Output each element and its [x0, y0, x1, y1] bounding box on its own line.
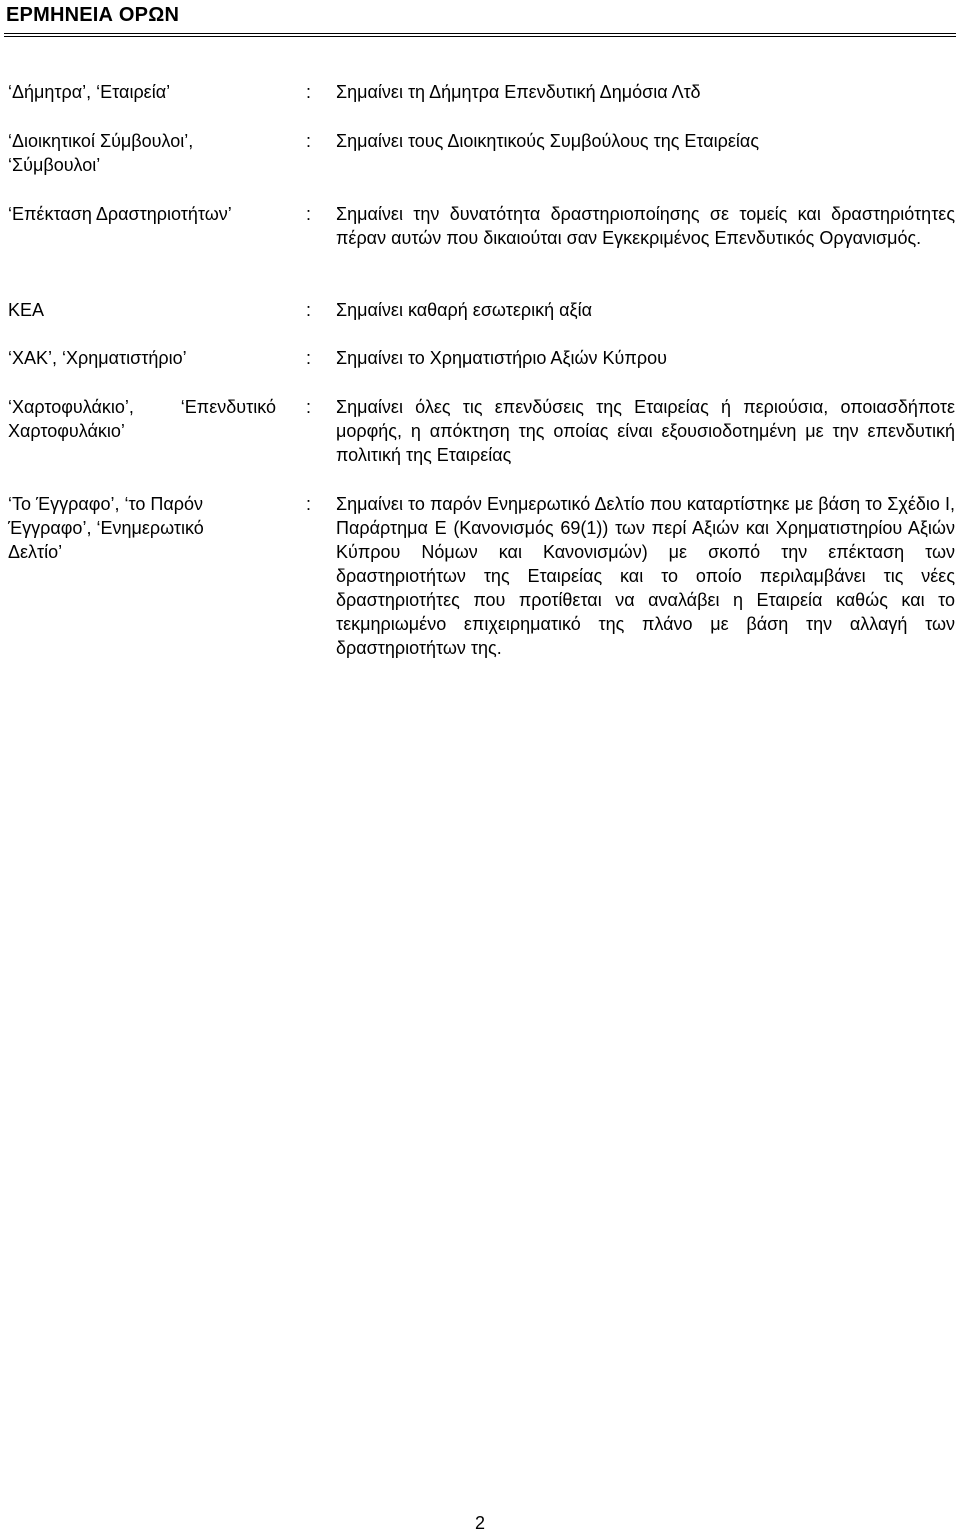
definition-text: Σημαίνει καθαρή εσωτερική αξία	[336, 300, 592, 320]
definition-text: Σημαίνει τους Διοικητικούς Συμβούλους της Εταιρείας	[336, 131, 760, 151]
definition-text: Σημαίνει τη Δήμητρα Επενδυτική Δημόσια Λτδ	[336, 82, 701, 102]
section-heading: ΕΡΜΗΝΕΙΑ ΟΡΩΝ	[6, 4, 180, 26]
definition-text: Σημαίνει το παρόν Ενημερωτικό Δελτίο που καταρτίστηκε με βάση το Σχέδιο Ι, Παράρτημα Ε (Κανονισμός 69(1)) των περί Αξιών και Χρηματιστηρίου Αξιών Κύπρου Νόμων και Κανονισμών) με σκοπό την επέκταση των δραστηριοτήτων της Εταιρείας και το οποίο περιλαμβάνει τις νέες δραστηριοτήτες που προτίθεται να αναλάβει η Εταιρεία καθώς και το τεκμηριωμένο επιχειρηματικό της πλάνο με βάση την αλλαγή των δραστηριοτήτων της.	[336, 494, 955, 658]
definition-text: Σημαίνει όλες τις επενδύσεις της Εταιρείας ή περιούσια, οποιασδήποτε μορφής, η απόκτηση της οποίας είναι εξουσιοδοτημένη με την επενδυτική πολιτική της Εταιρείας	[336, 397, 955, 465]
definition-term: ΚΕΑ	[8, 300, 45, 320]
definition-term: ‘Δήμητρα’, ‘Εταιρεία’	[8, 82, 171, 102]
definition-text: Σημαίνει το Χρηματιστήριο Αξιών Κύπρου	[336, 348, 667, 368]
definition-term: ‘Χαρτοφυλάκιο’, ‘Επενδυτικό Χαρτοφυλάκιο’	[8, 397, 276, 441]
heading-rule	[4, 33, 956, 34]
definition-colon: :	[306, 131, 312, 151]
definition-colon: :	[306, 397, 312, 417]
definition-colon: :	[306, 300, 312, 320]
definition-colon: :	[306, 494, 312, 514]
definition-colon: :	[306, 82, 312, 102]
definition-text: Σημαίνει την δυνατότητα δραστηριοποίησης σε τομείς και δραστηριότητες πέραν αυτών που δικαιούται σαν Εγκεκριμένος Επενδυτικός Οργανισμός.	[336, 204, 955, 248]
definition-colon: :	[306, 204, 312, 224]
definition-colon: :	[306, 348, 312, 368]
definition-term: ‘ΧΑΚ’, ‘Χρηματιστήριο’	[8, 348, 187, 368]
heading-rule-secondary	[4, 36, 956, 37]
definition-term: ‘Το Έγγραφο’, ‘το Παρόν Έγγραφο’, ‘Ενημερωτικό Δελτίο’	[8, 494, 204, 562]
page-number: 2	[474, 1513, 485, 1533]
definition-term: ‘Διοικητικοί Σύμβουλοι’, ‘Σύμβουλοι’	[8, 131, 194, 175]
definition-term: ‘Επέκταση Δραστηριοτήτων’	[8, 204, 232, 224]
